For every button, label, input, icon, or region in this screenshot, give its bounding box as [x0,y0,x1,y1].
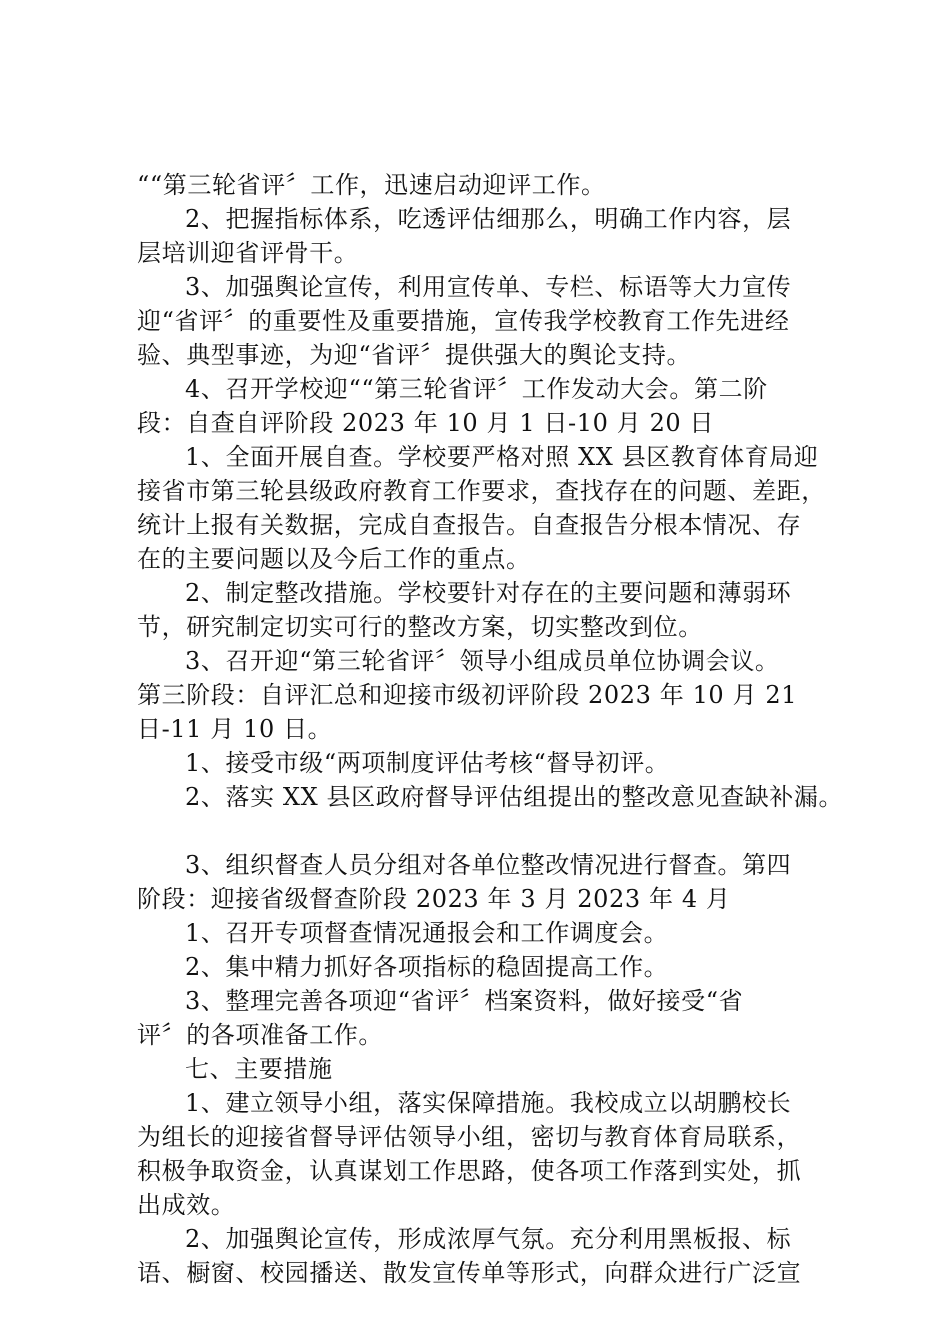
text-line: 2、制定整改措施。学校要针对存在的主要问题和薄弱环 [185,579,792,607]
text-line: 1、全面开展自查。学校要严格对照 XX 县区教育体育局迎 [185,443,819,471]
text-line: 积极争取资金，认真谋划工作思路，使各项工作落到实处，抓 [137,1157,802,1185]
text-line: 为组长的迎接省督导评估领导小组，密切与教育体育局联系， [137,1123,802,1151]
text-line: 日-11 月 10 日。 [137,715,333,743]
text-line: 验、典型事迹，为迎“省评〞提供强大的舆论支持。 [137,341,692,369]
text-line: 3、组织督查人员分组对各单位整改情况进行督查。第四 [185,851,792,879]
text-line: 第三阶段：自评汇总和迎接市级初评阶段 2023 年 10 月 21 [137,681,798,709]
text-line: 统计上报有关数据，完成自查报告。自查报告分根本情况、存 [137,511,802,539]
text-line: ““第三轮省评〞工作，迅速启动迎评工作。 [137,171,606,199]
text-line: 2、把握指标体系，吃透评估细那么，明确工作内容，层 [185,205,792,233]
text-line: 2、加强舆论宣传，形成浓厚气氛。充分利用黑板报、标 [185,1225,792,1253]
section-heading: 七、主要措施 [185,1055,333,1083]
document-body [137,168,844,1290]
text-line: 在的主要问题以及今后工作的重点。 [137,545,531,573]
text-line: 3、加强舆论宣传，利用宣传单、专栏、标语等大力宣传 [185,273,792,301]
text-line: 3、召开迎“第三轮省评〞领导小组成员单位协调会议。 [185,647,780,675]
text-line: 接省市第三轮县级政府教育工作要求，查找存在的问题、差距， [137,477,826,505]
text-line: 3、整理完善各项迎“省评〞档案资料，做好接受“省 [185,987,744,1015]
text-line: 1、召开专项督查情况通报会和工作调度会。 [185,919,669,947]
text-line: 出成效。 [137,1191,236,1219]
text-line: 层培训迎省评骨干。 [137,239,359,267]
text-line: 评〞的各项准备工作。 [137,1021,383,1049]
text-line: 迎“省评〞的重要性及重要措施，宣传我学校教育工作先进经 [137,307,790,335]
text-line: 4、召开学校迎““第三轮省评〞工作发动大会。第二阶 [185,375,768,403]
text-line: 1、接受市级“两项制度评估考核“督导初评。 [185,749,670,777]
text-line: 2、落实 XX 县区政府督导评估组提出的整改意见查缺补漏。 [185,783,844,811]
text-line: 2、集中精力抓好各项指标的稳固提高工作。 [185,953,669,981]
text-line: 节，研究制定切实可行的整改方案，切实整改到位。 [137,613,703,641]
text-line: 1、建立领导小组，落实保障措施。我校成立以胡鹏校长 [185,1089,792,1117]
blank-line [137,814,837,848]
text-line: 阶段：迎接省级督查阶段 2023 年 3 月 2023 年 4 月 [137,885,731,913]
text-line: 段：自查自评阶段 2023 年 10 月 1 日-10 月 20 日 [137,409,715,437]
text-line: 语、橱窗、校园播送、散发宣传单等形式，向群众进行广泛宣 [137,1259,802,1287]
